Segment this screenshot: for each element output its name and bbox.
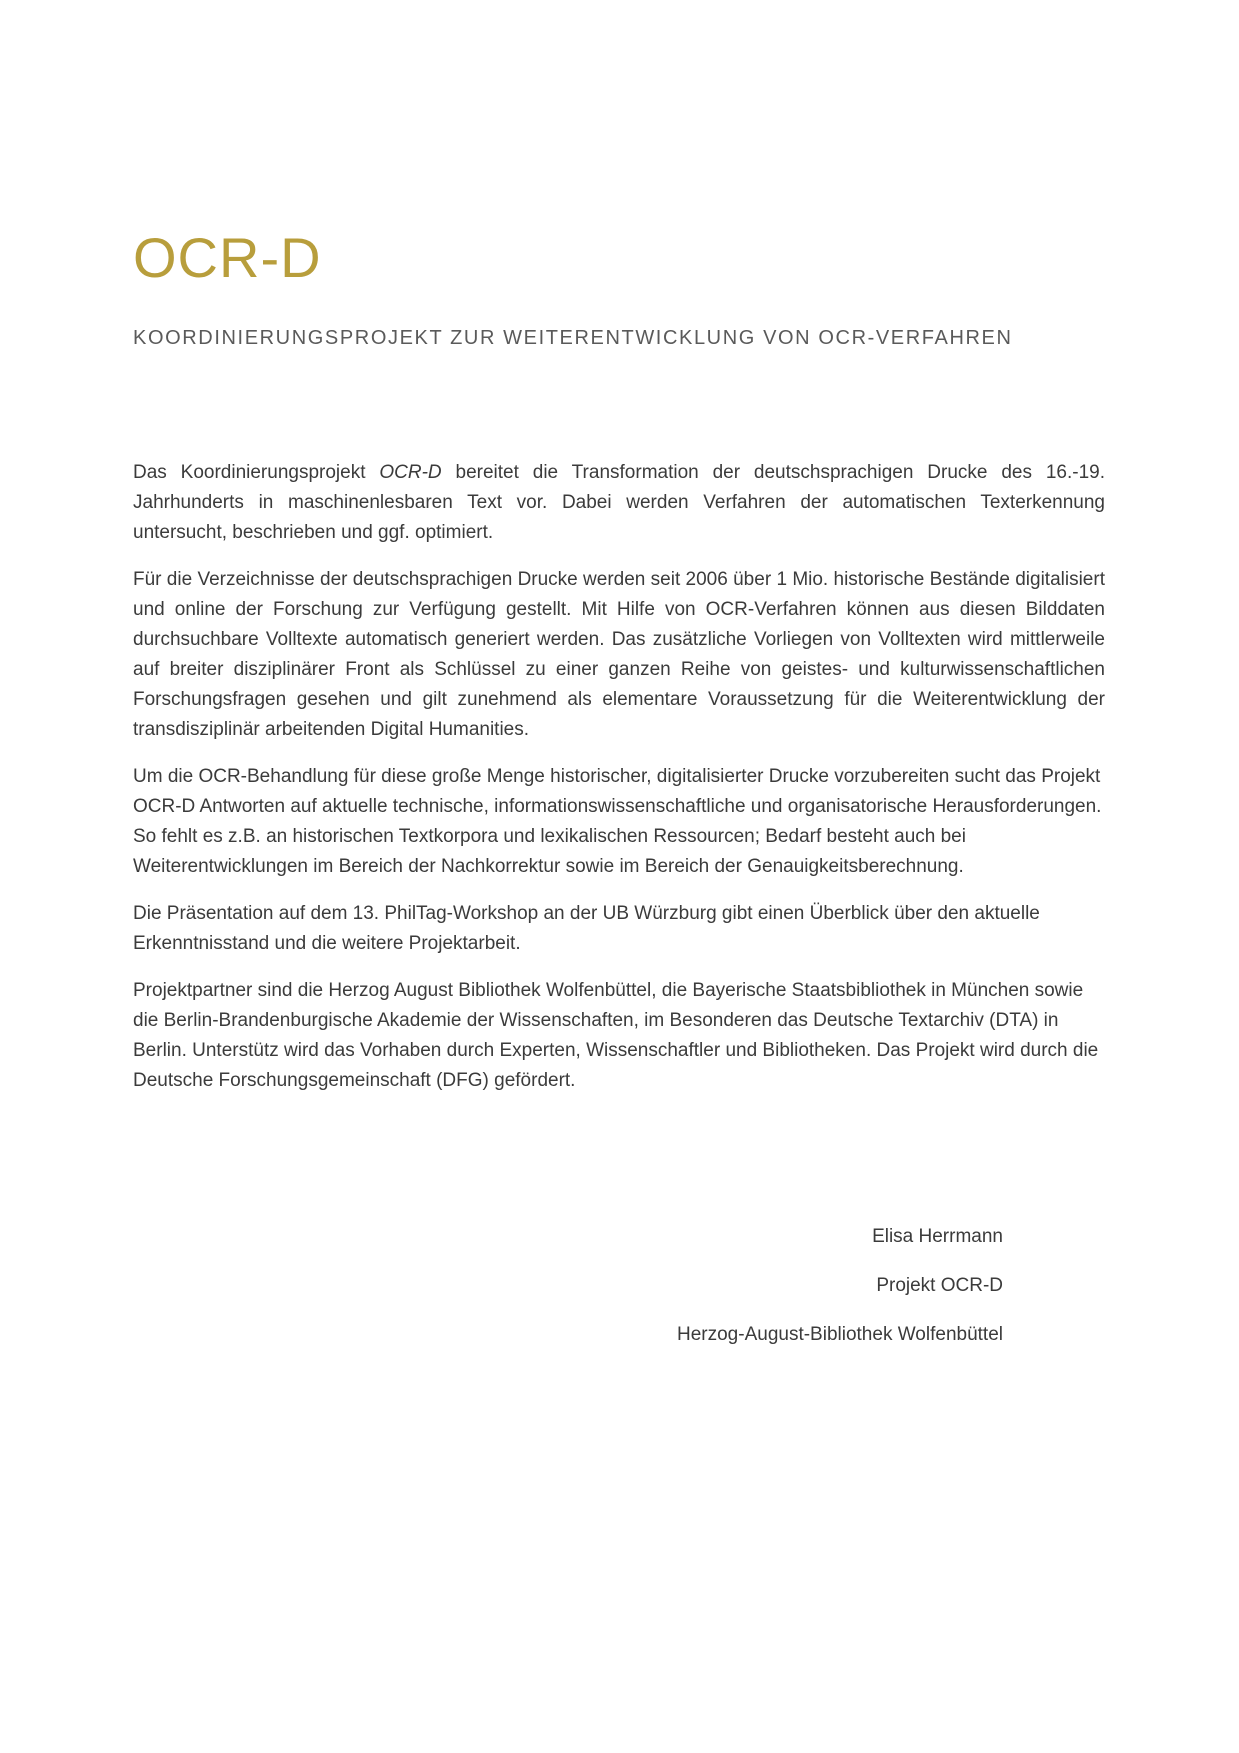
signature-institution: Herzog-August-Bibliothek Wolfenbüttel <box>677 1324 1003 1345</box>
paragraph-projektpartner: Projektpartner sind die Herzog August Bibliothek Wolfenbüttel, die Bayerische Staatsbibliothek in München sowie die Berlin-Brandenburgische Akademie der Wissenschaften, im Besonderen das Deutsche Textarchiv (DTA) in Berlin. Unterstütz wird das Vorhaben durch Experten, Wissenschaftler und Bibliotheken. Das Projekt wird durch die Deutsche Forschungsgemeinschaft (DFG) gefördert. <box>133 980 1099 1091</box>
signature-project-name: Projekt OCR-D <box>876 1275 1003 1296</box>
paragraph-ocr-behandlung: Um die OCR-Behandlung für diese große Menge historischer, digitalisierter Drucke vorzubereiten sucht das Projekt OCR-D Antworten auf aktuelle technische, informationswissenschaftliche und organisatorische Herausforderungen. So fehlt es z.B. an historischen Textkorpora und lexikalischen Ressourcen; Bedarf besteht auch bei Weiterentwicklungen im Bereich der Nachkorrektur sowie im Bereich der Genauigkeitsberechnung. <box>133 766 1102 877</box>
signature-block <box>133 1222 1105 1350</box>
page-subtitle: KOORDINIERUNGSPROJEKT ZUR WEITERENTWICKLUNG VON OCR-VERFAHREN <box>133 327 1013 349</box>
paragraph-praesentation: Die Präsentation auf dem 13. PhilTag-Workshop an der UB Würzburg gibt einen Überblick über den aktuelle Erkenntnisstand und die weitere Projektarbeit. <box>133 903 1040 954</box>
paragraph-intro-text-before: Das Koordinierungsprojekt <box>133 462 380 483</box>
paragraph-intro-text-after: bereitet die Transformation der deutschsprachigen Drucke des 16.-19. Jahrhunderts in maschinenlesbaren Text vor. Dabei werden Verfahren der automatischen Texterkennung untersucht, beschrieben und ggf. optimiert. <box>133 462 1105 543</box>
paragraph-intro <box>133 458 1105 548</box>
paragraph-intro-project-name-italic: OCR-D <box>379 462 442 483</box>
page-title: OCR-D <box>133 226 322 289</box>
signature-author-name: Elisa Herrmann <box>872 1226 1003 1247</box>
paragraph-verzeichnisse: Für die Verzeichnisse der deutschsprachigen Drucke werden seit 2006 über 1 Mio. historische Bestände digitalisiert und online der Forschung zur Verfügung gestellt. Mit Hilfe von OCR-Verfahren können aus diesen Bilddaten durchsuchbare Volltexte automatisch generiert werden. Das zusätzliche Vorliegen von Volltexten wird mittlerweile auf breiter disziplinärer Front als Schlüssel zu einer ganzen Reihe von geistes- und kulturwissenschaftlichen Forschungsfragen gesehen und gilt zunehmend als elementare Voraussetzung für die Weiterentwicklung der transdisziplinär arbeitenden Digital Humanities. <box>133 569 1105 740</box>
